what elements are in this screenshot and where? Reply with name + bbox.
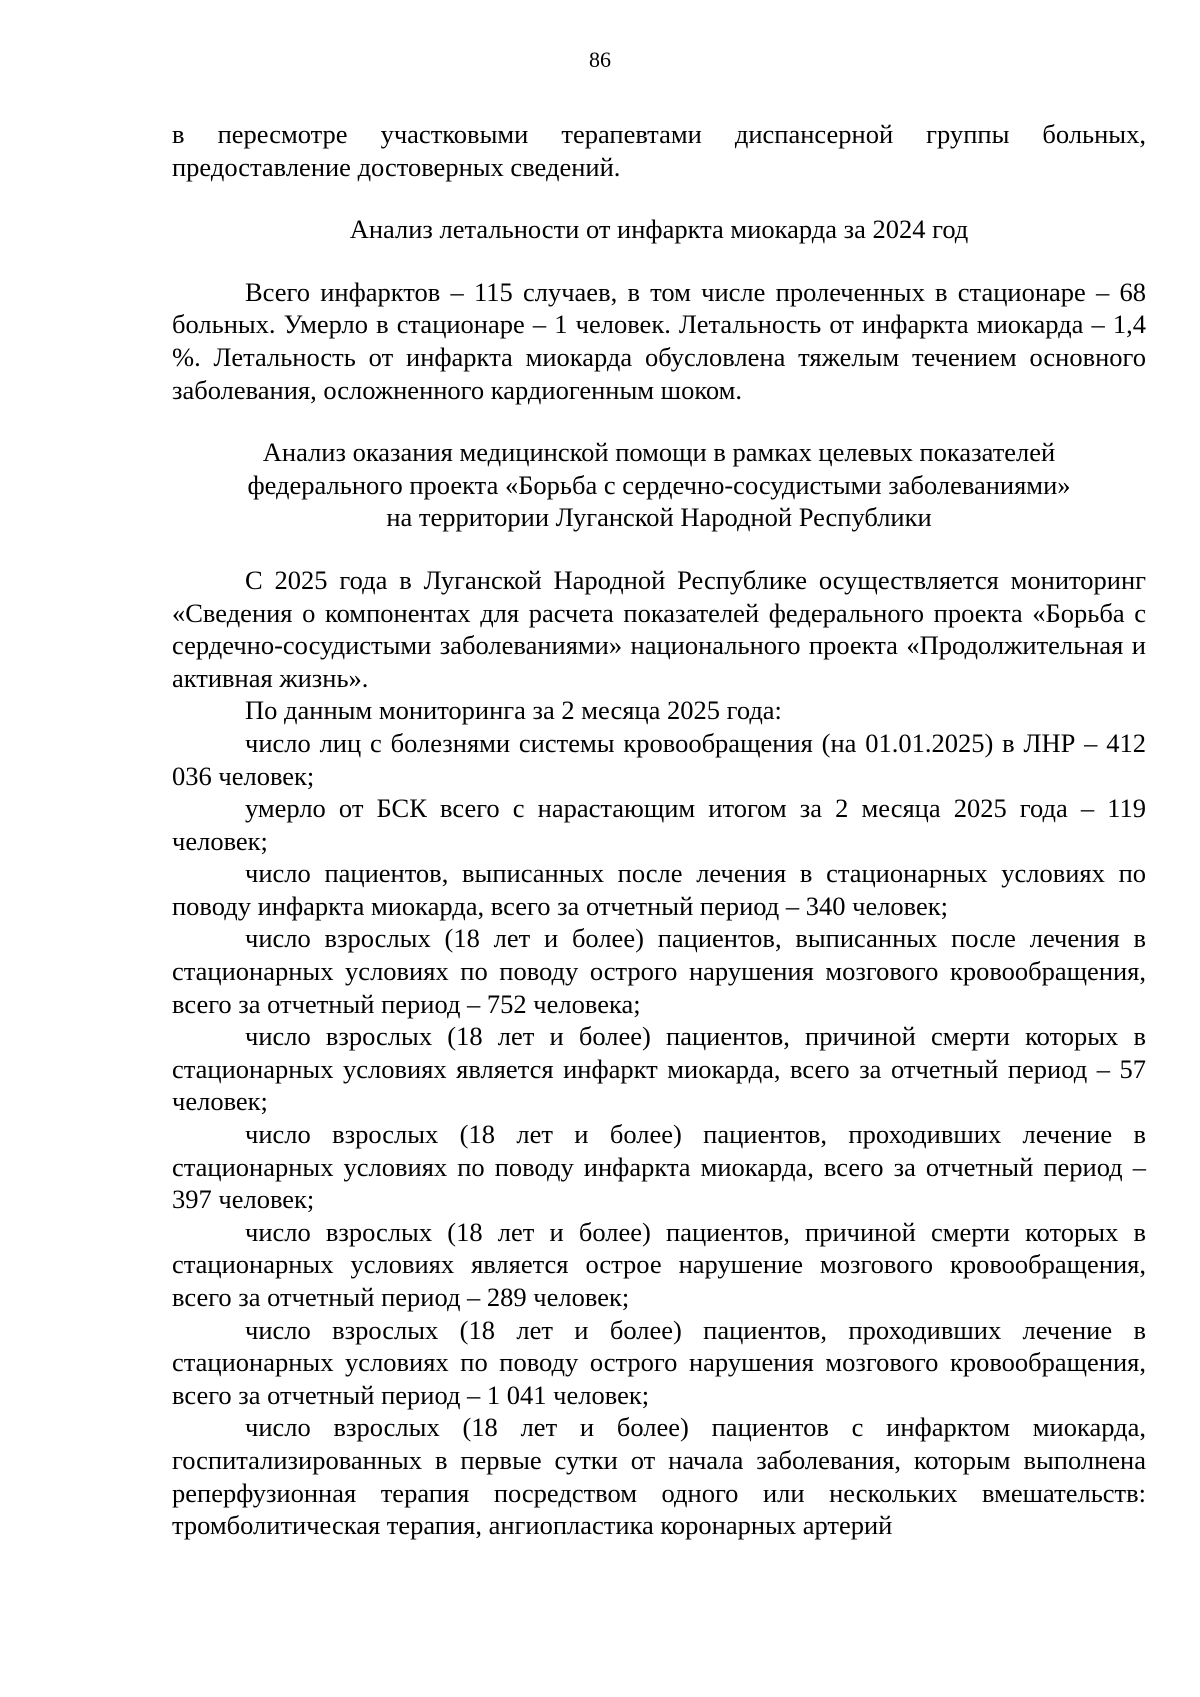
monitoring-item: число взрослых (18 лет и более) пациентов, проходивших лечение в стационарных условиях по поводу острого нарушения мозгового кровообращения, всего за отчетный период – 1 041 человек; (172, 1314, 1146, 1410)
document-body (172, 118, 1146, 1542)
mortality-paragraph: Всего инфарктов – 115 случаев, в том числе пролеченных в стационаре – 68 больных. Умерло в стационаре – 1 человек. Летальность от инфаркта миокарда – 1,4 %. Летальность от инфаркта миокарда обусловлена тяжелым течением основного заболевания, осложненного кардиогенным шоком. (172, 276, 1146, 405)
continuation-paragraph: в пересмотре участковыми терапевтами диспансерной группы больных, предоставление достоверных сведений. (172, 119, 1146, 182)
page-number: 86 (589, 47, 611, 72)
monitoring-intro: По данным мониторинга за 2 месяца 2025 года: (245, 695, 782, 726)
monitoring-item: число взрослых (18 лет и более) пациентов, причиной смерти которых в стационарных условиях является острое нарушение мозгового кровообращения, всего за отчетный период – 289 человек; (172, 1216, 1146, 1312)
section-heading-mortality: Анализ летальности от инфаркта миокарда за 2024 год (349, 214, 969, 245)
section-heading-federal-project (172, 436, 1146, 534)
monitoring-item: число пациентов, выписанных после лечения в стационарных условиях по поводу инфаркта миокарда, всего за отчетный период – 340 человек; (172, 858, 1146, 921)
monitoring-description-paragraph: С 2025 года в Луганской Народной Республике осуществляется мониторинг «Сведения о компонентах для расчета показателей федерального проекта «Борьба с сердечно-сосудистыми заболеваниями» национального проекта «Продолжительная и активная жизнь». (172, 564, 1146, 693)
monitoring-item: умерло от БСК всего с нарастающим итогом за 2 месяца 2025 года – 119 человек; (172, 793, 1146, 856)
monitoring-item: число лиц с болезнями системы кровообращения (на 01.01.2025) в ЛНР – 412 036 человек; (172, 727, 1146, 791)
monitoring-item: число взрослых (18 лет и более) пациентов с инфарктом миокарда, госпитализированных в первые сутки от начала заболевания, которым выполнена реперфузионная терапия посредством одного или нескольких вмешательств: тромболитическая терапия, ангиопластика коронарных артерий (172, 1412, 1146, 1541)
monitoring-item: число взрослых (18 лет и более) пациентов, причиной смерти которых в стационарных условиях является инфаркт миокарда, всего за отчетный период – 57 человек; (172, 1021, 1146, 1117)
monitoring-item: число взрослых (18 лет и более) пациентов, выписанных после лечения в стационарных условиях по поводу острого нарушения мозгового кровообращения, всего за отчетный период – 752 человека; (172, 923, 1146, 1019)
heading-line-2: федерального проекта «Борьба с сердечно-сосудистыми заболеваниями» (247, 469, 1071, 500)
heading-line-1: Анализ оказания медицинской помощи в рамках целевых показателей (262, 437, 1056, 468)
monitoring-item: число взрослых (18 лет и более) пациентов, проходивших лечение в стационарных условиях по поводу инфаркта миокарда, всего за отчетный период – 397 человек; (172, 1119, 1146, 1215)
heading-line-3: на территории Луганской Народной Республики (386, 502, 932, 533)
